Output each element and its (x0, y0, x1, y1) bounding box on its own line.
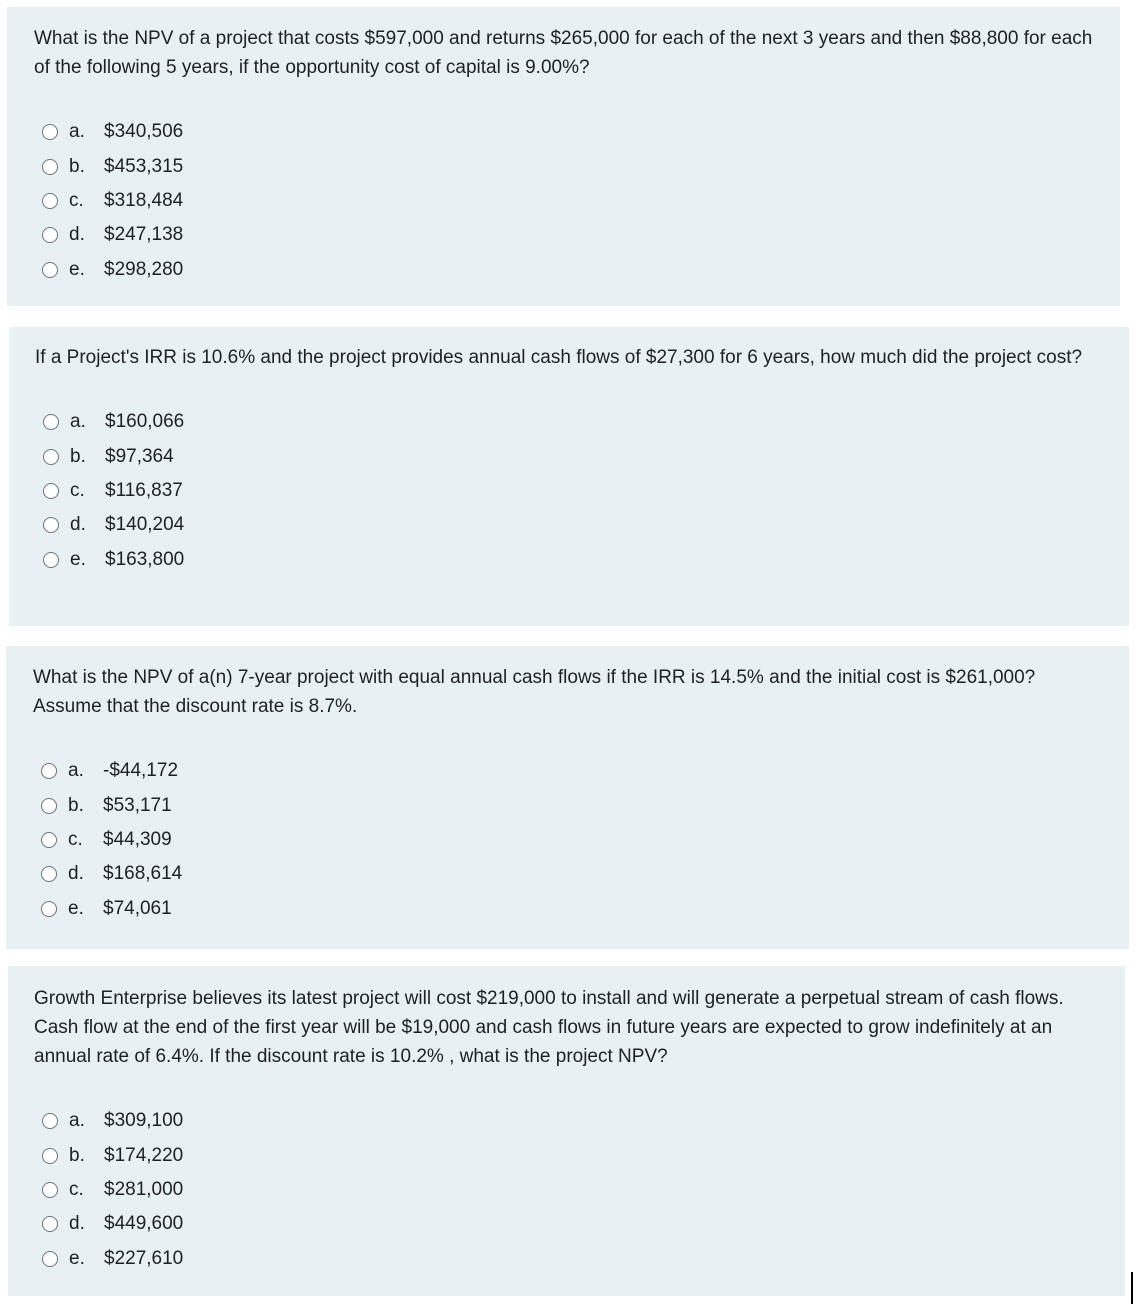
answer-option-e[interactable] (41, 892, 1103, 926)
answer-option-c[interactable] (41, 823, 1103, 857)
radio-button[interactable] (42, 1113, 58, 1129)
option-letter: b. (69, 155, 85, 177)
radio-button[interactable] (41, 763, 57, 779)
radio-button[interactable] (42, 1148, 58, 1164)
question-card-3 (6, 646, 1129, 949)
radio-button[interactable] (42, 1216, 58, 1232)
radio-button[interactable] (43, 552, 59, 568)
option-letter: c. (69, 1178, 84, 1200)
answer-option-d[interactable] (42, 218, 1094, 252)
option-value: -$44,172 (103, 760, 179, 782)
radio-button[interactable] (42, 159, 58, 175)
radio-button[interactable] (41, 832, 57, 848)
option-letter: b. (68, 794, 84, 816)
option-letter: d. (69, 224, 85, 246)
option-letter: d. (70, 514, 86, 536)
question-text: Growth Enterprise believes its latest project will cost $219,000 to install and will generate a perpetual stream of cash flows. Cash flow at the end of the first year will be $19,000 and cash flows in future years are expected to grow indefinitely at an annual rate of 6.4%. If the discount rate is 10.2% , what is the project NPV? (34, 988, 1064, 1067)
answer-option-a[interactable] (42, 1104, 1099, 1138)
option-value: $453,315 (104, 155, 184, 177)
answer-option-b[interactable] (43, 439, 1103, 473)
option-letter: b. (70, 445, 86, 467)
answer-option-c[interactable] (42, 1173, 1099, 1207)
radio-button[interactable] (42, 1182, 58, 1198)
answer-option-a[interactable] (43, 405, 1103, 439)
radio-button[interactable] (42, 227, 58, 243)
question-text: What is the NPV of a project that costs $597,000 and returns $265,000 for each of the next 3 years and then $88,800 for each of the following 5 years, if the opportunity cost of capital is 9.00%? (34, 28, 1093, 78)
question-card-2 (9, 327, 1129, 626)
answer-option-b[interactable] (42, 149, 1094, 183)
answer-option-c[interactable] (43, 474, 1103, 508)
option-value: $160,066 (105, 411, 185, 433)
question-text: If a Project's IRR is 10.6% and the project provides annual cash flows of $27,300 for 6 years, how much did the project cost? (35, 347, 1083, 368)
answer-option-a[interactable] (42, 115, 1094, 149)
option-value: $116,837 (105, 479, 183, 501)
answer-option-d[interactable] (42, 1207, 1099, 1241)
option-letter: a. (68, 760, 84, 782)
question-text: What is the NPV of a(n) 7-year project with equal annual cash flows if the IRR is 14.5% and the initial cost is $261,000? Assume that the discount rate is 8.7%. (33, 667, 1036, 717)
answer-option-b[interactable] (41, 788, 1103, 822)
radio-button[interactable] (43, 449, 59, 465)
option-value: $309,100 (104, 1110, 184, 1132)
option-value: $174,220 (104, 1144, 184, 1166)
radio-button[interactable] (42, 262, 58, 278)
answer-option-e[interactable] (43, 543, 1103, 577)
option-value: $97,364 (105, 445, 174, 467)
answer-option-b[interactable] (42, 1138, 1099, 1172)
option-letter: a. (70, 411, 86, 433)
answer-option-e[interactable] (42, 1242, 1099, 1276)
answer-option-a[interactable] (41, 754, 1103, 788)
option-value: $74,061 (103, 897, 172, 919)
answer-option-d[interactable] (43, 508, 1103, 542)
option-letter: c. (68, 828, 83, 850)
option-letter: c. (69, 189, 84, 211)
option-value: $449,600 (104, 1213, 184, 1235)
option-value: $227,610 (104, 1247, 184, 1269)
radio-button[interactable] (41, 901, 57, 917)
option-value: $247,138 (104, 224, 184, 246)
radio-button[interactable] (43, 414, 59, 430)
option-value: $298,280 (104, 258, 184, 280)
radio-button[interactable] (42, 124, 58, 140)
option-letter: e. (69, 1247, 85, 1269)
option-letter: b. (69, 1144, 85, 1166)
answer-options (34, 115, 1094, 287)
option-letter: e. (68, 897, 84, 919)
answer-options (34, 1104, 1099, 1276)
answer-option-d[interactable] (41, 857, 1103, 891)
option-value: $44,309 (103, 828, 172, 850)
radio-button[interactable] (41, 798, 57, 814)
radio-button[interactable] (42, 193, 58, 209)
option-value: $168,614 (103, 863, 183, 885)
radio-button[interactable] (43, 483, 59, 499)
option-letter: e. (69, 258, 85, 280)
option-value: $140,204 (105, 514, 185, 536)
option-letter: d. (69, 1213, 85, 1235)
radio-button[interactable] (42, 1251, 58, 1267)
option-letter: a. (69, 121, 85, 143)
option-letter: e. (70, 548, 86, 570)
option-value: $53,171 (103, 794, 172, 816)
option-letter: c. (70, 479, 85, 501)
answer-options (33, 754, 1103, 926)
radio-button[interactable] (43, 517, 59, 533)
option-value: $163,800 (105, 548, 185, 570)
option-value: $318,484 (104, 189, 184, 211)
answer-options (35, 405, 1103, 577)
answer-option-e[interactable] (42, 253, 1094, 287)
option-letter: a. (69, 1110, 85, 1132)
radio-button[interactable] (41, 866, 57, 882)
question-card-1 (7, 7, 1120, 306)
question-card-4 (8, 966, 1125, 1296)
option-value: $340,506 (104, 121, 184, 143)
option-value: $281,000 (104, 1178, 184, 1200)
option-letter: d. (68, 863, 84, 885)
answer-option-c[interactable] (42, 184, 1094, 218)
text-cursor (1131, 1272, 1133, 1304)
